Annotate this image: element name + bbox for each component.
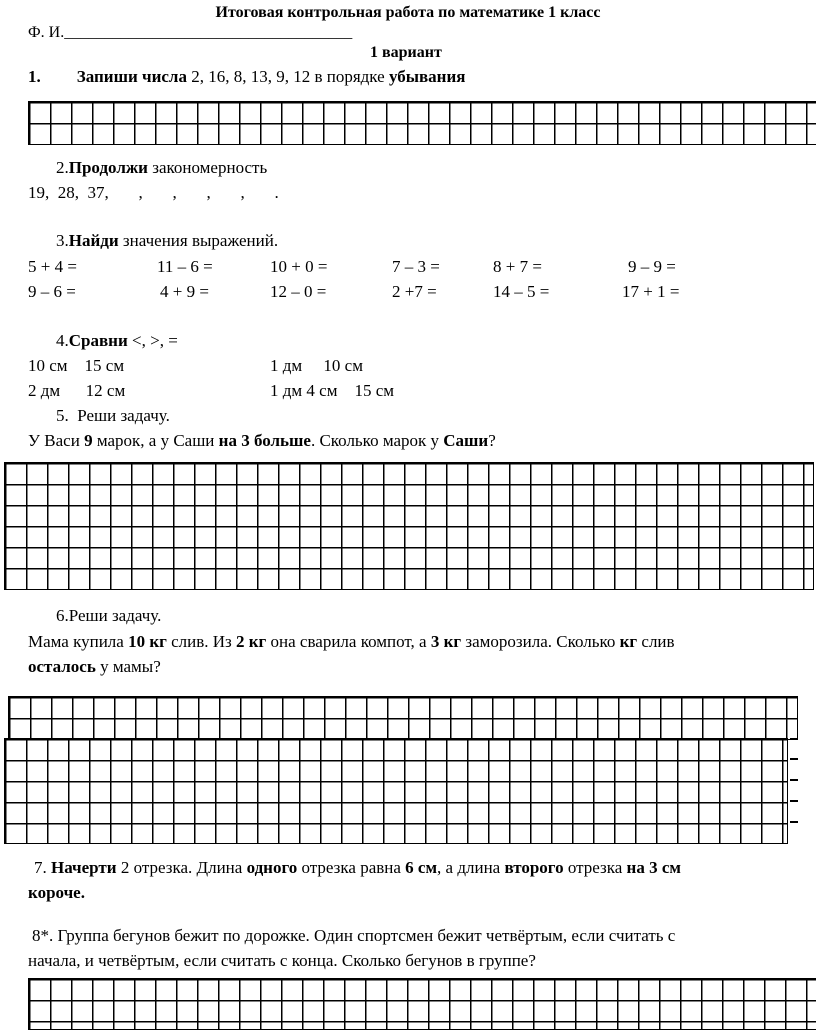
task4-verb: Сравни: [68, 331, 128, 350]
task4-rest: <, >, =: [127, 331, 178, 350]
task1-number: 1.: [28, 67, 41, 86]
task4-number: 4.: [56, 331, 69, 350]
task1-order: убывания: [388, 67, 466, 86]
expression: 4 + 9 =: [160, 282, 209, 301]
task4-heading: [56, 331, 178, 351]
expression: 5 + 4 =: [28, 257, 77, 276]
expression: 2 +7 =: [392, 282, 437, 301]
task6-problem-line2: осталось у мамы?: [28, 657, 161, 676]
task2-verb: Продолжи: [68, 158, 148, 177]
grid-tick-mark: [790, 758, 798, 760]
expression: 9 – 9 =: [628, 257, 676, 276]
task7-line2: короче.: [28, 883, 85, 902]
task3-heading: [56, 231, 278, 251]
comparison: 1 дм 4 см 15 см: [270, 381, 395, 400]
expression: 8 + 7 =: [493, 257, 542, 276]
task3-rest: значения выражений.: [118, 231, 279, 250]
answer-grid-task6-top[interactable]: [8, 696, 798, 740]
comparison: 10 см 15 см: [28, 356, 125, 375]
task1-text: [28, 67, 465, 87]
answer-grid-task5[interactable]: [4, 462, 814, 590]
comparison: 1 дм 10 см: [270, 356, 363, 375]
expression: 17 + 1 =: [622, 282, 680, 301]
task3-verb: Найди: [68, 231, 119, 250]
name-line: ____________________________________: [64, 24, 353, 41]
task5-problem: У Васи 9 марок, а у Саши на 3 больше. Сколько марок у Саши?: [28, 431, 496, 450]
page-title: Итоговая контрольная работа по математике 1 класс: [215, 4, 601, 21]
variant-label: 1 вариант: [370, 44, 442, 61]
comparison: 2 дм 12 см: [28, 381, 126, 400]
task8-line2: начала, и четвёртым, если считать с конца. Сколько бегунов в группе?: [28, 951, 536, 970]
grid-tick-mark: [790, 800, 798, 802]
expression: 7 – 3 =: [392, 257, 440, 276]
name-label: Ф. И.: [28, 24, 65, 41]
task1-numbers: 2, 16, 8, 13, 9, 12 в порядке: [186, 67, 389, 86]
task5-heading: 5. Реши задачу.: [56, 406, 170, 425]
expression: 14 – 5 =: [493, 282, 550, 301]
answer-grid-task8[interactable]: [28, 978, 816, 1030]
task2-rest: закономерность: [147, 158, 268, 177]
grid-tick-mark: [790, 738, 798, 740]
task7-line1: 7. Начерти 2 отрезка. Длина одного отрезка равна 6 см, а длина второго отрезка на 3 см: [34, 858, 681, 877]
task8-line1: 8*. Группа бегунов бежит по дорожке. Один спортсмен бежит четвёртым, если считать с: [32, 926, 676, 945]
task2-sequence: 19, 28, 37, , , , , .: [28, 183, 279, 202]
task6-problem-line1: Мама купила 10 кг слив. Из 2 кг она сварила компот, а 3 кг заморозила. Сколько кг слив: [28, 632, 675, 651]
answer-grid-task6-bottom[interactable]: [4, 738, 788, 844]
grid-tick-mark: [790, 779, 798, 781]
task3-number: 3.: [56, 231, 69, 250]
task6-heading: 6.Реши задачу.: [56, 606, 162, 625]
task2-heading: [56, 158, 267, 178]
expression: 11 – 6 =: [157, 257, 213, 276]
expression: 12 – 0 =: [270, 282, 327, 301]
task1-verb: Запиши числа: [76, 67, 187, 86]
expression: 9 – 6 =: [28, 282, 76, 301]
answer-grid-task1[interactable]: [28, 101, 816, 145]
expression: 10 + 0 =: [270, 257, 328, 276]
task2-number: 2.: [56, 158, 69, 177]
grid-tick-mark: [790, 821, 798, 823]
name-field[interactable]: [28, 24, 352, 42]
